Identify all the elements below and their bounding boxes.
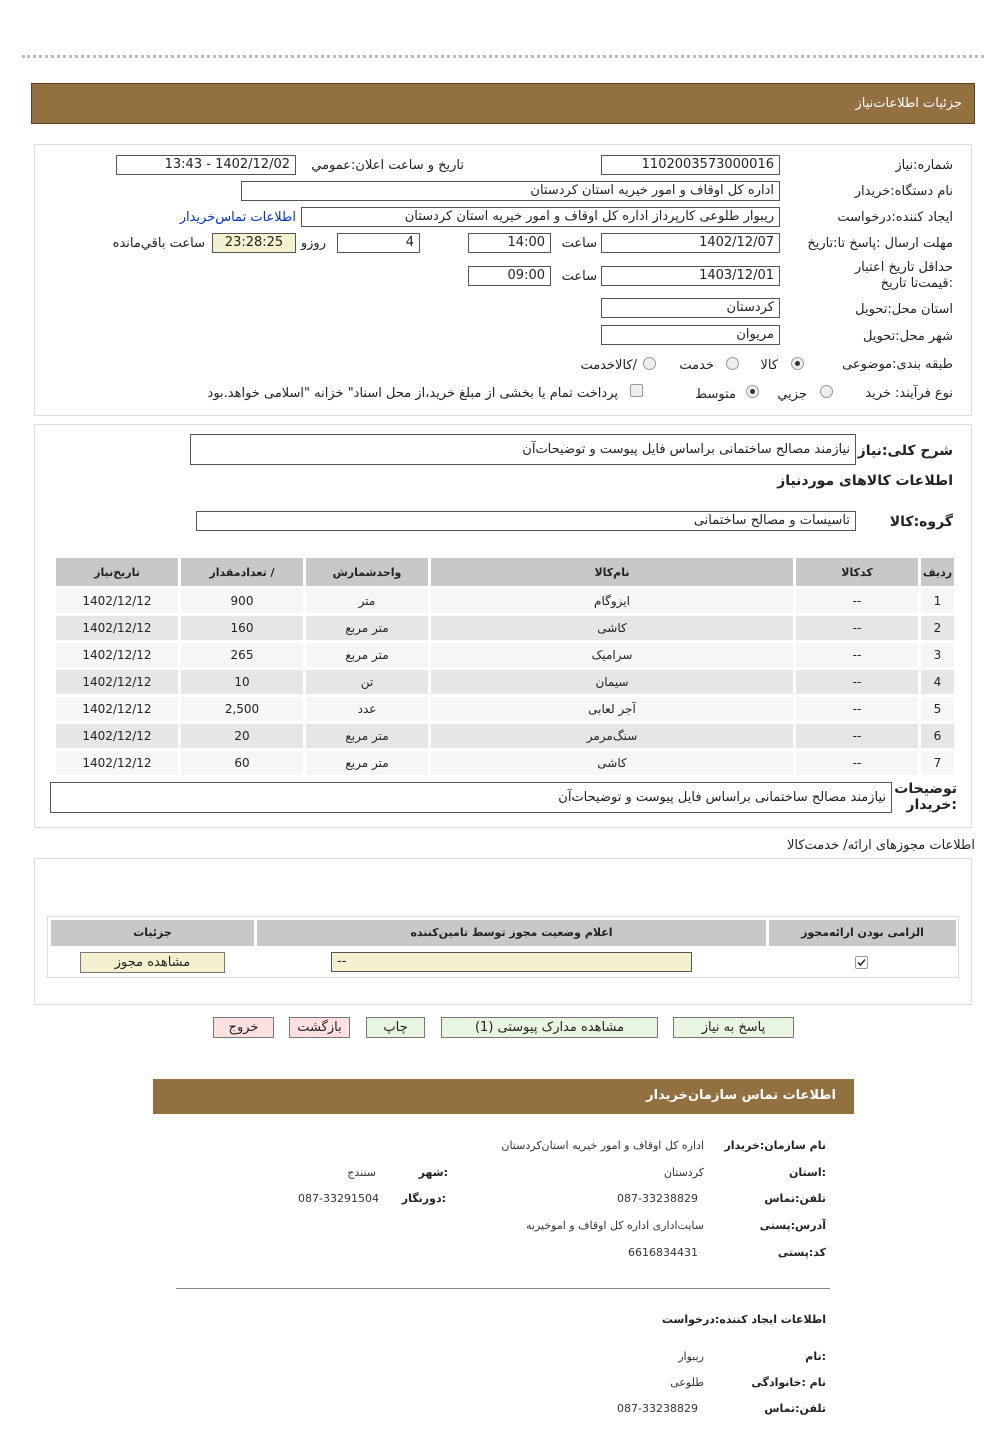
cell-date: 1402/12/12 [56, 643, 178, 667]
validity-time-label: ساعت [561, 269, 597, 284]
contact-phone-value: 087-33238829 [617, 1192, 698, 1205]
col-name: نام‌کالا [431, 558, 793, 586]
contact-postal-value: 6616834431 [628, 1246, 698, 1259]
cell-name: آجر لعابی [431, 697, 793, 721]
contact-postal-label: کد:پستی [777, 1246, 826, 1259]
contact-city-label: :شهر [418, 1166, 448, 1179]
cell-code: -- [796, 589, 918, 613]
creator-phone-label: تلفن:تماس [764, 1402, 826, 1415]
need-number-field: 1102003573000016 [601, 155, 780, 175]
city-field: مریوان [601, 325, 780, 345]
cell-name: سیمان [431, 670, 793, 694]
cell-unit: متر مربع [306, 751, 428, 775]
city-label: شهر محل:تحویل [863, 329, 953, 344]
buyer-notes-label: توضیحات :خریدار [894, 781, 957, 813]
cell-qty: 20 [181, 724, 303, 748]
cell-qty: 265 [181, 643, 303, 667]
cell-code: -- [796, 724, 918, 748]
cell-name: ایزوگام [431, 589, 793, 613]
creator-field: ریبوار طلوعی کارپرداز اداره کل اوقاف و امور خیریه استان کردستان [301, 207, 780, 227]
col-qty: / تعدادمقدار [181, 558, 303, 586]
category-option-goods: کالا [760, 358, 778, 373]
contact-province-value: کردستان [663, 1166, 704, 1179]
description-field: نیازمند مصالح ساختمانی براساس فایل پیوست و توضیحات‌آن [190, 434, 856, 465]
creator-phone-value: 087-33238829 [617, 1402, 698, 1415]
cell-row: 6 [921, 724, 954, 748]
exit-button[interactable]: خروج [213, 1017, 274, 1038]
contact-address-label: آدرس:پستی [759, 1219, 826, 1232]
deadline-time-label: ساعت [561, 236, 597, 251]
cell-date: 1402/12/12 [56, 751, 178, 775]
col-row: ردیف [921, 558, 954, 586]
category-radio-goods[interactable] [791, 357, 804, 370]
process-radio-small[interactable] [820, 385, 833, 398]
deadline-date-field: 1402/12/07 [601, 233, 780, 253]
province-field: کردستان [601, 298, 780, 318]
category-radio-both[interactable] [643, 357, 656, 370]
contact-phone-label: تلفن:تماس [764, 1192, 826, 1205]
category-option-service: خدمت [679, 358, 714, 373]
top-divider [22, 55, 984, 58]
group-label: گروه:کالا [889, 514, 953, 530]
cell-row: 4 [921, 670, 954, 694]
table-row [56, 724, 954, 748]
respond-button[interactable]: پاسخ به نیاز [673, 1017, 794, 1038]
table-row [56, 670, 954, 694]
remaining-label: ساعت باقي‌مانده [112, 236, 205, 251]
cell-row: 5 [921, 697, 954, 721]
days-field: 4 [337, 233, 420, 253]
category-option-both: /کالاخدمت [580, 358, 637, 373]
cell-code: -- [796, 670, 918, 694]
contact-org-value: اداره کل اوقاف و امور خیریه استان‌کردستان [501, 1139, 704, 1152]
creator-label: ایجاد کننده:درخواست [837, 210, 953, 225]
table-row [56, 616, 954, 640]
cell-code: -- [796, 616, 918, 640]
cell-date: 1402/12/12 [56, 589, 178, 613]
cell-date: 1402/12/12 [56, 724, 178, 748]
permits-col-status [257, 920, 766, 946]
need-number-label: شماره:نیاز [895, 158, 953, 173]
print-button[interactable]: چاپ [366, 1017, 425, 1038]
table-row [56, 697, 954, 721]
cell-unit: متر [306, 589, 428, 613]
cell-row: 3 [921, 643, 954, 667]
announce-label: تاریخ و ساعت اعلان:عمومي [311, 158, 464, 173]
col-code: کدکالا [796, 558, 918, 586]
view-permit-button[interactable]: مشاهده مجوز [80, 952, 225, 973]
category-label: طبقه بندی:موضوعی [842, 357, 953, 372]
items-table [53, 555, 957, 778]
creator-family-label: نام :خانوادگی [751, 1376, 826, 1389]
permit-required-checkbox[interactable] [855, 956, 868, 969]
creator-name-label: :نام [805, 1350, 826, 1363]
cell-name: کاشی [431, 616, 793, 640]
permits-col-details [51, 920, 254, 946]
contact-divider [176, 1288, 830, 1289]
items-title: اطلاعات کالاهای مورد‌نیاز [777, 473, 953, 489]
cell-qty: 160 [181, 616, 303, 640]
group-field: تاسیسات و مصالح ساختمانی [196, 511, 856, 531]
cell-code: -- [796, 697, 918, 721]
process-option-medium: متوسط [695, 387, 736, 402]
treasury-payment-note: پرداخت تمام یا بخشی از مبلغ خرید،از محل اسناد" خزانه "اسلامی خواهد.بود [207, 386, 618, 401]
permits-col-required [769, 920, 956, 946]
contact-province-label: :استان [789, 1166, 826, 1179]
category-radio-service[interactable] [726, 357, 739, 370]
permit-status-field: -- [331, 952, 692, 972]
cell-unit: عدد [306, 697, 428, 721]
deadline-label: مهلت ارسال :پاسخ تا:تاریخ [807, 236, 953, 251]
cell-unit: متر مربع [306, 643, 428, 667]
back-button[interactable]: بازگشت [289, 1017, 350, 1038]
attachments-button[interactable]: مشاهده مدارک پیوستی (1) [441, 1017, 658, 1038]
permits-col-details-label: جزئیات [133, 926, 172, 939]
cell-qty: 900 [181, 589, 303, 613]
buyer-org-label: نام دستگاه:خریدار [854, 184, 953, 199]
contact-title: اطلاعات تماس سازمان‌خریدار [646, 1088, 836, 1103]
description-label: شرح کلی:نیاز [857, 443, 953, 459]
contact-fax-value: 087-33291504 [298, 1192, 379, 1205]
check-icon [856, 957, 867, 968]
cell-row: 7 [921, 751, 954, 775]
buyer-notes-field: نیازمند مصالح ساختمانی براساس فایل پیوست و توضیحات‌آن [50, 782, 892, 813]
permits-col-status-label: اعلام وضعیت مجوز توسط تامین‌کننده [410, 926, 613, 939]
contact-header [153, 1079, 854, 1114]
table-row [56, 751, 954, 775]
col-date: تاریخ‌نیاز [56, 558, 178, 586]
cell-qty: 60 [181, 751, 303, 775]
process-option-small: جزيي [777, 387, 807, 402]
cell-qty: 10 [181, 670, 303, 694]
days-label: روزو [300, 236, 326, 251]
cell-qty: 2,500 [181, 697, 303, 721]
cell-row: 1 [921, 589, 954, 613]
cell-date: 1402/12/12 [56, 697, 178, 721]
col-unit: واحدشمارش [306, 558, 428, 586]
creator-info-title: اطلاعات ایجاد کننده:درخواست [661, 1313, 826, 1326]
items-table-header [56, 558, 954, 586]
cell-unit: متر مربع [306, 724, 428, 748]
contact-fax-label: :دورنگار [401, 1192, 446, 1205]
cell-name: کاشی [431, 751, 793, 775]
validity-label: حداقل تاریخ اعتبار :قیمت‌تا تاریخ [854, 260, 953, 291]
buyer-org-field: اداره کل اوقاف و امور خیریه استان کردستان [241, 181, 780, 201]
page-title: جزئیات اطلاعات‌نیاز [855, 96, 962, 111]
permits-col-required-label: الزامی بودن ارائه‌مجوز [801, 926, 924, 939]
province-label: استان محل:تحویل [855, 302, 953, 317]
permits-title: اطلاعات مجوزهای ارائه/ خدمت‌کالا [786, 838, 975, 853]
creator-name-value: ریبوار [678, 1350, 704, 1363]
table-row [56, 589, 954, 613]
validity-date-field: 1403/12/01 [601, 266, 780, 286]
process-radio-medium[interactable] [746, 385, 759, 398]
cell-name: سنگ‌مرمر [431, 724, 793, 748]
cell-date: 1402/12/12 [56, 616, 178, 640]
cell-name: سرامیک [431, 643, 793, 667]
cell-unit: تن [306, 670, 428, 694]
buyer-contact-link[interactable]: اطلاعات تماس‌خریدار [179, 210, 296, 225]
validity-time-field: 09:00 [468, 266, 551, 286]
creator-family-value: طلوعی [670, 1376, 704, 1389]
cell-unit: متر مربع [306, 616, 428, 640]
cell-code: -- [796, 643, 918, 667]
remaining-time-field: 23:28:25 [212, 233, 296, 253]
page-header [31, 83, 975, 124]
cell-date: 1402/12/12 [56, 670, 178, 694]
process-label: نوع فرآیند: خرید [865, 386, 953, 401]
table-row [56, 643, 954, 667]
treasury-payment-checkbox[interactable] [630, 384, 643, 397]
deadline-time-field: 14:00 [468, 233, 551, 253]
cell-row: 2 [921, 616, 954, 640]
contact-address-value: سایت‌اداری اداره کل اوقاف و اموخیریه [526, 1219, 704, 1232]
cell-code: -- [796, 751, 918, 775]
contact-org-label: نام سازمان:خریدار [724, 1139, 826, 1152]
contact-city-value: سنندج [347, 1166, 376, 1179]
announce-field: 1402/12/02 - 13:43 [116, 155, 296, 175]
